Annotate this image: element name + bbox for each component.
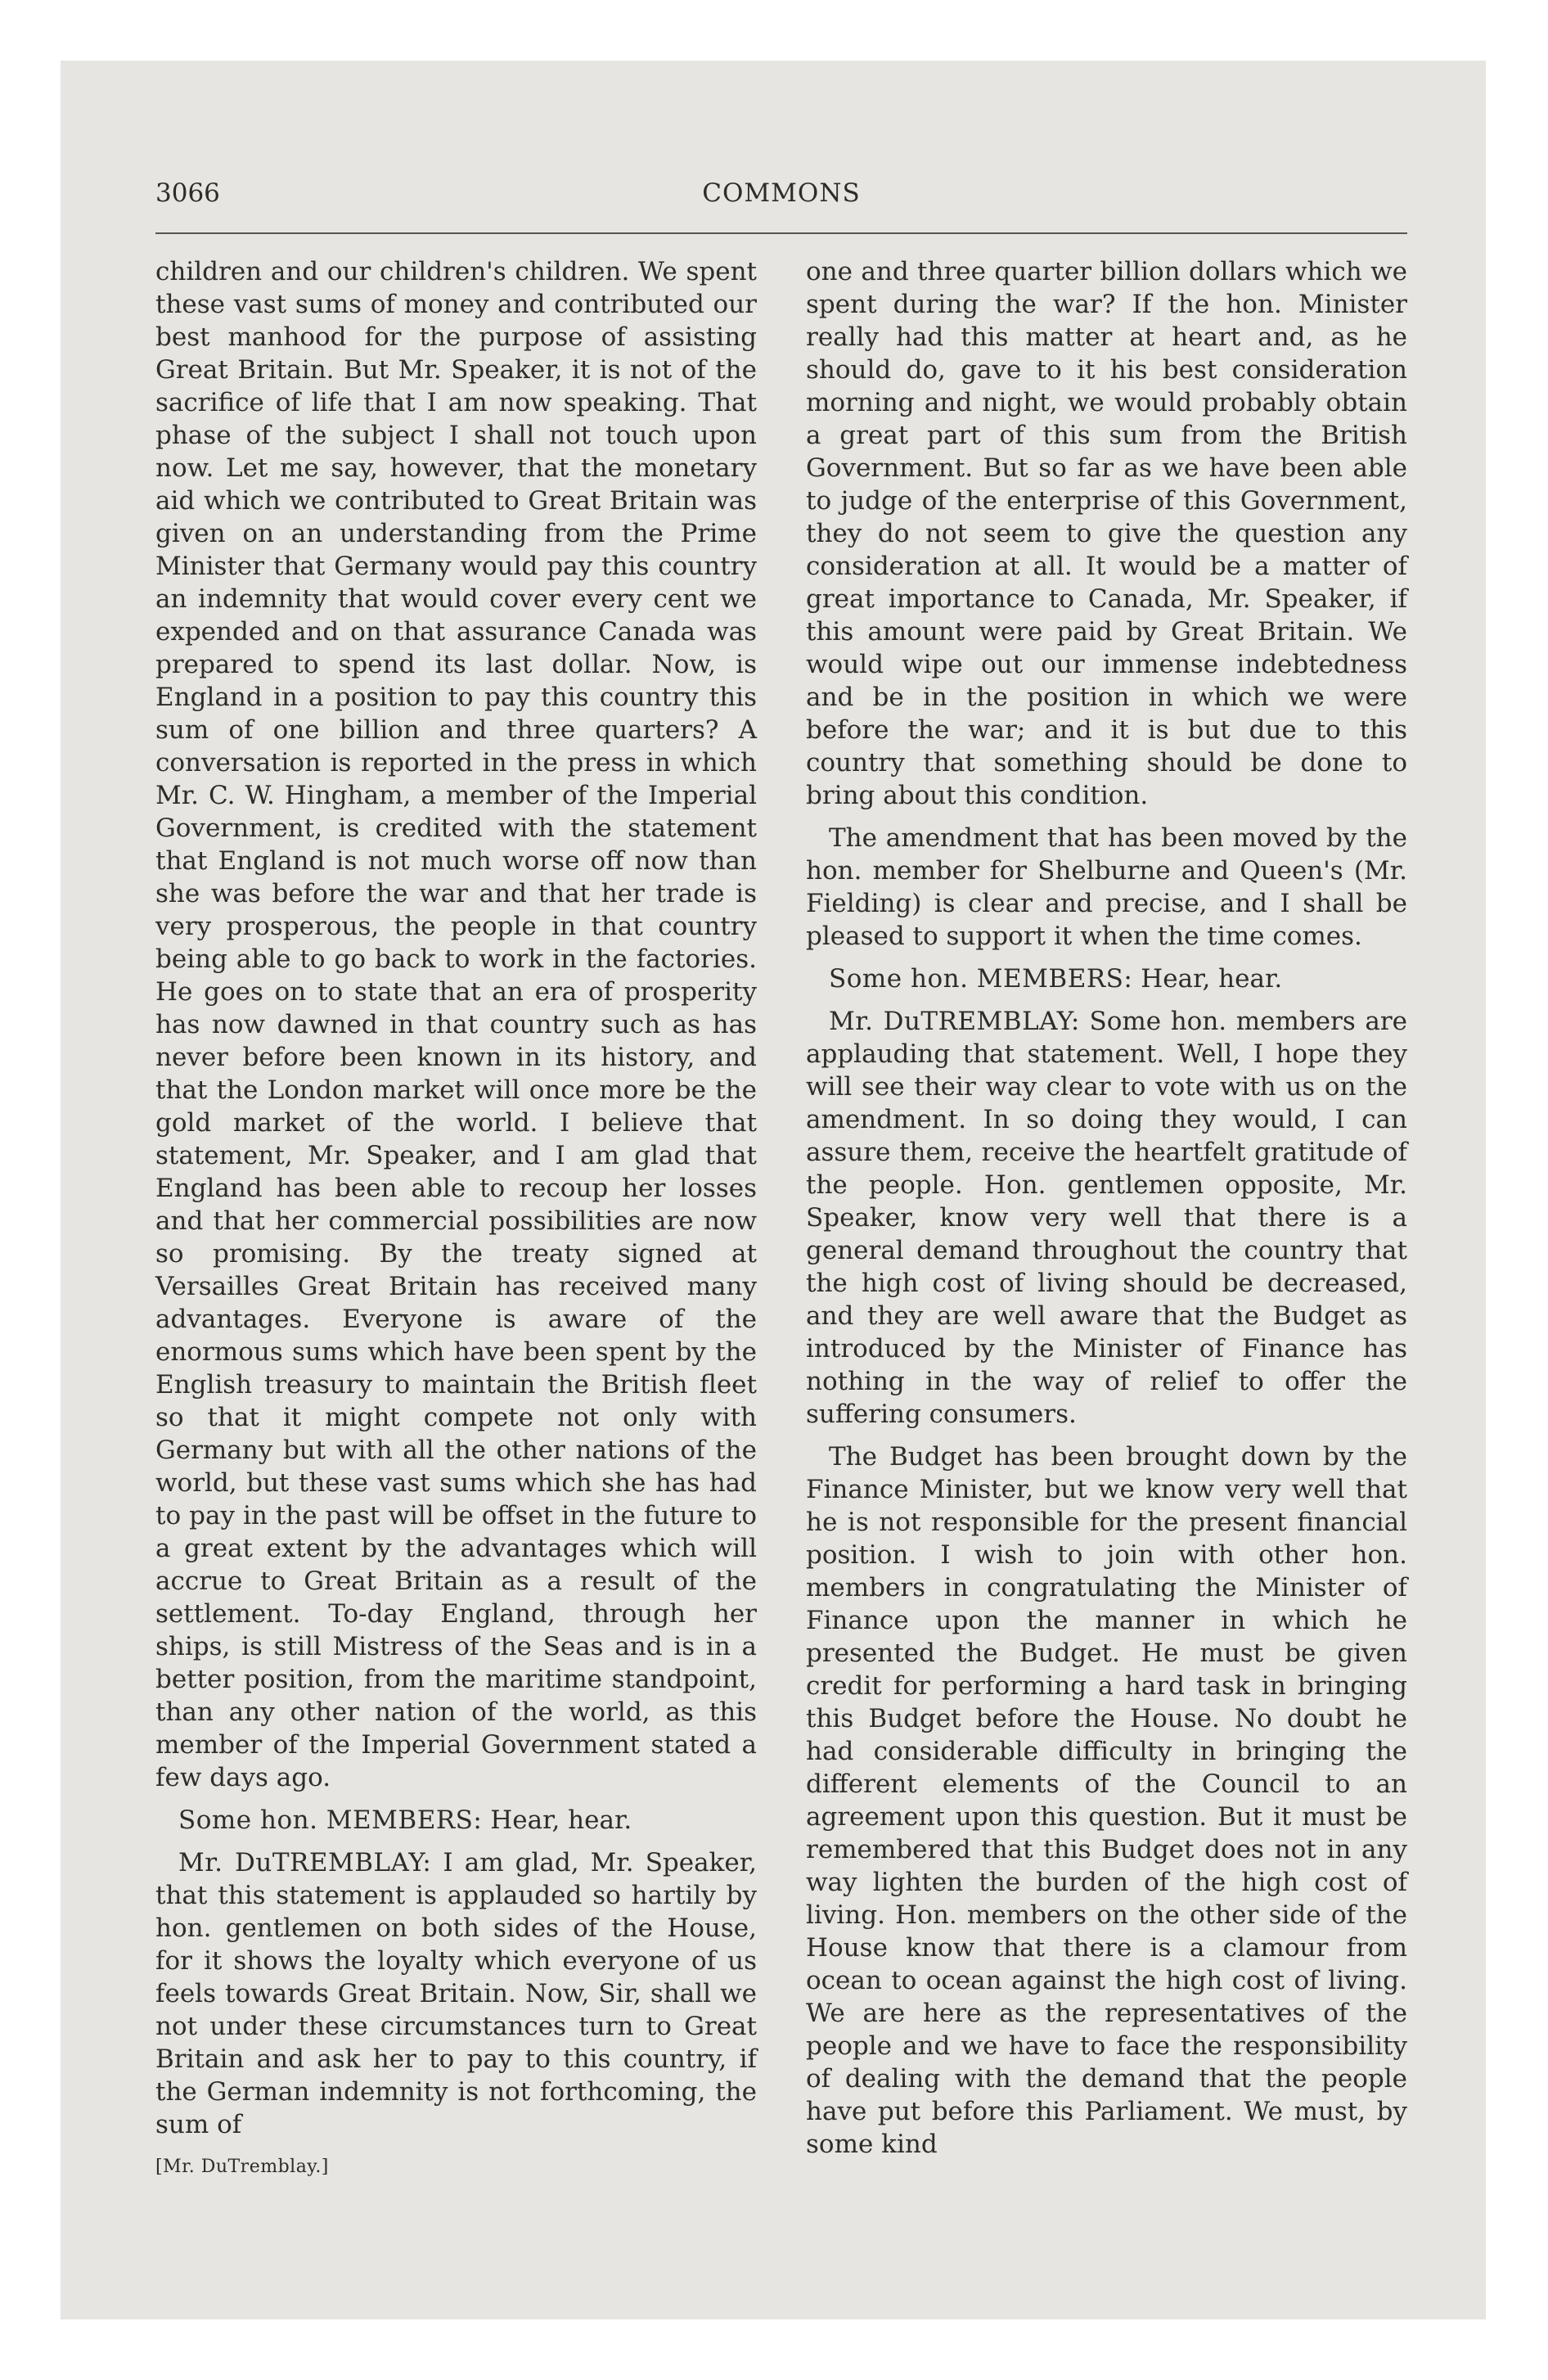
- speech-text: Hear, hear.: [1141, 964, 1283, 994]
- paragraph: children and our children's children. We spent these vast sums of money and contributed our best manhood for the purpose of assisting Great Britain. But Mr. Speaker, it is not of the sacrifice of life that I am now speaking. That phase of the subject I shall not touch upon now. Let me say, however, that the monetary aid which we contributed to Great Britain was given on an understanding from the Prime Minister that Germany would pay this country an indemnity that would cover every cent we expended and on that assurance Canada was prepared to spend its last dollar. Now, is England in a position to pay this country this sum of one billion and three quarters? A conversation is reported in the press in which Mr. C. W. Hingham, a member of the Imperial Government, is credited with the statement that England is not much worse off now than she was before the war and that her trade is very prosperous, the people in that country being able to go back to work in the factories. He goes on to state that an era of prosperity has now dawned in that country such as has never before been known in its history, and that the London market will once more be the gold market of the world. I believe that statement, Mr. Speaker, and I am glad that England has been able to recoup her losses and that her commercial possibilities are now so promising. By the treaty signed at Versailles Great Britain has received many advantages. Everyone is aware of the enormous sums which have been spent by the English treasury to maintain the British fleet so that it might compete not only with Germany but with all the other nations of the world, but these vast sums which she has had to pay in the past will be offset in the future to a great extent by the advantages which will accrue to Great Britain as a result of the settlement. To-day England, through her ships, is still Mistress of the Seas and is in a better position, from the maritime standpoint, than any other nation of the world, as this member of the Imperial Government stated a few days ago.: [155, 257, 757, 1792]
- hansard-page: [155, 172, 1407, 2184]
- page-number: 3066: [155, 178, 220, 208]
- speech-text: I am glad, Mr. Speaker, that this statement is applauded so hartily by hon. gentlemen on both sides of the House, for it shows the loyalty which everyone of us feels towards Great Britain. Now, Sir, shall we not under these circumstances turn to Great Britain and ask her to pay to this country, if the German indemnity is not forthcoming, the sum of: [155, 1848, 758, 2139]
- speaker-name: Mr. DuTREMBLAY:: [178, 1848, 432, 1877]
- right-column: [806, 255, 1407, 2184]
- running-title: COMMONS: [702, 178, 861, 208]
- paragraph-interjection: [806, 962, 1407, 995]
- paragraph: The amendment that has been moved by the hon. member for Shelburne and Queen's (Mr. Fielding) is clear and precise, and I shall be pleased to support it when the time comes.: [806, 823, 1407, 951]
- running-header: [155, 172, 1407, 229]
- paragraph: The Budget has been brought down by the Finance Minister, but we know very well that he is not responsible for the present financial position. I wish to join with other hon. members in congratulating the Minister of Finance upon the manner in which he presented the Budget. He must be given credit for performing a hard task in bringing this Budget before the House. No doubt he had considerable difficulty in bringing the different elements of the Council to an agreement upon this question. But it must be remembered that this Budget does not in any way lighten the burden of the high cost of living. Hon. members on the other side of the House know that there is a clamour from ocean to ocean against the high cost of living. We are here as the representatives of the people and we have to face the responsibility of dealing with the demand that the people have put before this Parliament. We must, by some kind: [806, 1442, 1407, 2159]
- speaker-name: Some hon. MEMBERS:: [178, 1805, 483, 1835]
- paragraph-speech: [155, 1846, 757, 2141]
- speech-text: Some hon. members are applauding that statement. Well, I hope they will see their way clear to vote with us on the amendment. In so doing they would, I can assure them, receive the heartfelt gratitude of the people. Hon. gentlemen opposite, Mr. Speaker, know very well that there is a general demand throughout the country that the high cost of living should be decreased, and they are well aware that the Budget as introduced by the Minister of Finance has nothing in the way of relief to offer the suffering consumers.: [806, 1007, 1407, 1429]
- speaker-name: Mr. DuTREMBLAY:: [829, 1007, 1080, 1036]
- paragraph: one and three quarter billion dollars which we spent during the war? If the hon. Minister really had this matter at heart and, as he should do, gave to it his best consideration morning and night, we would probably obtain a great part of this sum from the British Government. But so far as we have been able to judge of the enterprise of this Government, they do not seem to give the question any consideration at all. It would be a matter of great importance to Canada, Mr. Speaker, if this amount were paid by Great Britain. We would wipe out our immense indebtedness and be in the position in which we were before the war; and it is but due to this country that something should be done to bring about this condition.: [806, 257, 1407, 810]
- speaker-footer: [Mr. DuTremblay.]: [155, 2157, 329, 2177]
- left-column: [155, 255, 757, 2184]
- speech-text: Hear, hear.: [490, 1805, 632, 1835]
- two-column-body: [155, 255, 1407, 2184]
- header-rule: [155, 232, 1407, 234]
- paragraph-speech: [806, 1005, 1407, 1431]
- speaker-name: Some hon. MEMBERS:: [829, 964, 1133, 994]
- paragraph-interjection: [155, 1804, 757, 1837]
